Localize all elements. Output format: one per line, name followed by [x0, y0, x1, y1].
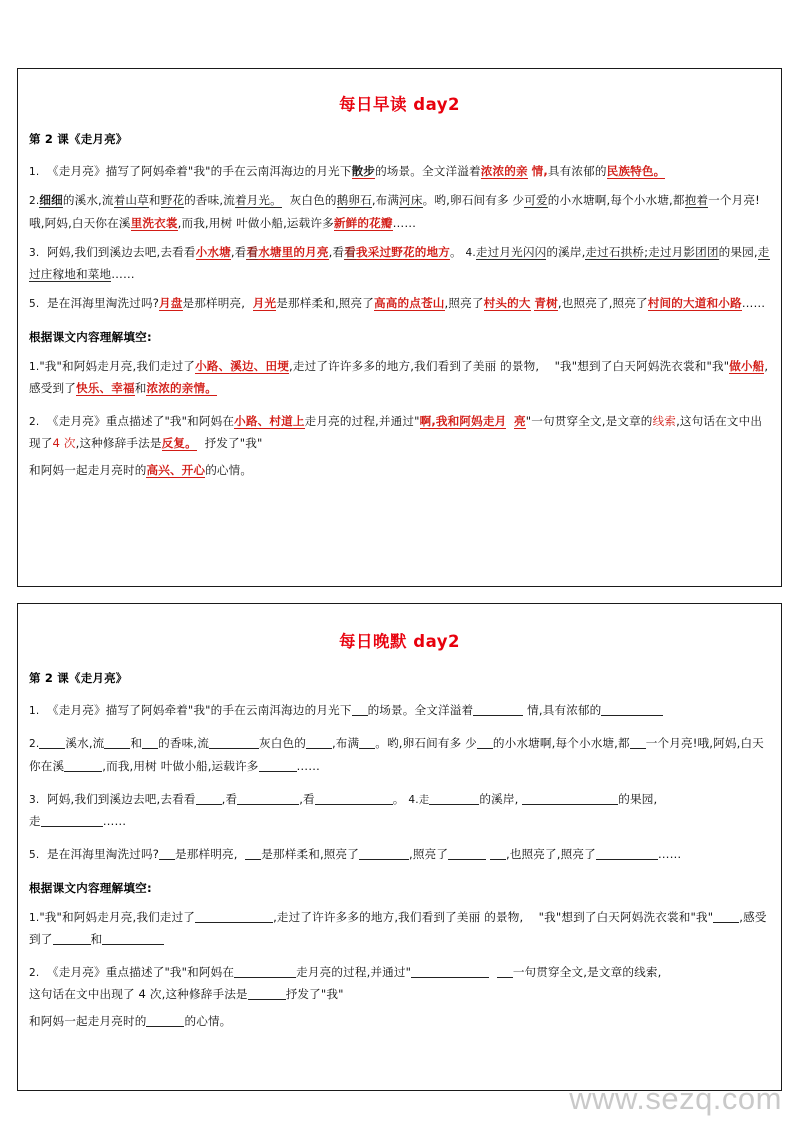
morning-question-5: [29, 292, 770, 314]
morning-q4-number: 4.: [465, 246, 476, 259]
morning-fill2-number: 2.: [29, 416, 40, 428]
morning-fill1-text-4: ,感受到了: [29, 358, 769, 395]
morning-q2-answer-5: 鹅卵石: [336, 193, 372, 208]
morning-reading-panel: [17, 68, 782, 587]
evening-question-5: [29, 843, 770, 865]
morning-q3-answer-4: 看: [344, 244, 356, 259]
morning-q2-text-6: 。哟,卵石间有多 少: [422, 193, 525, 208]
evening-fill-question-1: [29, 906, 770, 951]
evening-q2-text-9: ,而我,用树 叶做小船,运载许多: [102, 758, 259, 773]
morning-q1-text-1: 《走月亮》描写了阿妈牵着"我"的手在云南洱海边的月光下: [47, 164, 352, 178]
evening-fill2-blank-3[interactable]: [497, 965, 513, 978]
evening-fill2-text-3: 一句贯穿全文,是文章的线索,: [512, 965, 662, 979]
evening-q5-blank-5[interactable]: [490, 847, 506, 860]
morning-q2-answer-8: 抱着: [684, 193, 709, 208]
evening-q1-blank-1[interactable]: [352, 703, 368, 716]
morning-q1-answer-1: 散步: [351, 164, 376, 178]
morning-q3-answer-8: 走过庄稼地和菜地: [29, 244, 770, 281]
evening-fill2-text-4: 这句话在文中出现了 4 次,这种修辞手法是: [29, 987, 248, 1002]
morning-fill2-answer-6: 反复。: [161, 436, 197, 451]
morning-q5-text-1: 是在洱海里淘洗过吗?: [47, 296, 159, 311]
evening-q2-blank-7[interactable]: [477, 736, 493, 749]
evening-fill2-blank-1[interactable]: [234, 965, 296, 978]
morning-q5-text-2: 是那样明亮,: [182, 296, 246, 311]
morning-q3-text-2: ,看: [230, 244, 247, 259]
evening-q5-blank-4[interactable]: [448, 847, 486, 860]
evening-fill2-text-1: 《走月亮》重点描述了"我"和阿妈在: [47, 965, 235, 979]
evening-q3-text-8: ……: [102, 814, 127, 828]
morning-q3-text-5: 的溪岸,: [546, 244, 586, 259]
evening-q1-blank-3[interactable]: [601, 703, 663, 716]
evening-q1-text-4: 具有浓郁的: [542, 703, 602, 717]
morning-q3-text-4: 。: [449, 244, 462, 259]
evening-q5-blank-2[interactable]: [245, 847, 261, 860]
evening-q5-text-3: 是那样柔和,照亮了: [261, 847, 360, 862]
morning-q1-text-3: 具有浓郁的: [547, 164, 607, 178]
morning-fill2-text-7: 和阿妈一起走月亮时的: [29, 462, 147, 477]
morning-fill1-answer-2: 做小船: [729, 358, 765, 373]
morning-q5-answer-5: 青树: [534, 296, 558, 311]
morning-q1-number: 1.: [29, 166, 40, 178]
morning-q2-answer-4: 着月光。: [234, 193, 282, 208]
evening-q1-number: 1.: [29, 705, 40, 717]
evening-fill2-text-5: 抒发了"我": [285, 987, 344, 1002]
morning-fill1-answer-4: 浓浓的亲情。: [146, 380, 217, 395]
evening-fill1-blank-1[interactable]: [195, 910, 273, 923]
morning-fill-in-heading: 根据课文内容理解填空:: [29, 329, 152, 344]
evening-q5-blank-3[interactable]: [359, 847, 409, 860]
evening-fill1-text-1: "我"和阿妈走月亮,我们走过了: [39, 909, 196, 924]
evening-q2-text-2: 和: [130, 736, 143, 751]
morning-q5-number: 5.: [29, 298, 40, 311]
evening-q2-number: 2.: [29, 738, 40, 751]
morning-question-2: [29, 189, 770, 234]
evening-q2-blank-2[interactable]: [104, 736, 130, 749]
evening-fill2-number: 2.: [29, 967, 40, 979]
morning-q2-number: 2.: [29, 195, 40, 208]
evening-q2-blank-9[interactable]: [64, 759, 102, 772]
morning-fill1-text-1: "我"和阿妈走月亮,我们走过了: [39, 358, 196, 373]
evening-fill2-blank-4[interactable]: [248, 987, 286, 1000]
morning-q2-answer-1: 细细: [39, 193, 63, 208]
evening-fill-question-2: [29, 961, 770, 1006]
evening-q2-text-3: 的香味,流: [158, 736, 209, 751]
evening-q2-text-6: 。哟,卵石间有多 少: [375, 736, 477, 751]
morning-q3-text-7: ……: [111, 267, 135, 281]
morning-q5-text-3: 是那样柔和,照亮了: [276, 296, 375, 311]
morning-q3-answer-3: 水塘里的月亮: [258, 244, 329, 259]
evening-q3-blank-5[interactable]: [522, 792, 618, 805]
morning-q3-text-1: 阿妈,我们到溪边去吧,去看看: [47, 244, 196, 259]
evening-dictation-panel: [17, 603, 782, 1091]
evening-fill1-blank-4[interactable]: [102, 932, 164, 945]
morning-q3-answer-1: 小水塘: [195, 244, 231, 259]
evening-fill-question-2-cont: [29, 1010, 770, 1032]
morning-q2-text-10: ……: [392, 215, 417, 230]
morning-q3-answer-6: 走过月光闪闪: [475, 244, 547, 259]
morning-fill1-text-5: 和: [134, 380, 147, 395]
morning-fill2-answer-2: 啊,我和阿妈走月: [419, 414, 507, 428]
evening-fill1-text-5: 和: [90, 931, 103, 946]
morning-fill1-number: 1.: [29, 360, 40, 373]
morning-fill2-answer-1: 小路、村道上: [234, 414, 305, 428]
evening-q3-blank-2[interactable]: [237, 792, 299, 805]
morning-fill2-answer-5: 4 次: [52, 436, 76, 451]
evening-fill2-text-6: 和阿妈一起走月亮时的: [29, 1013, 147, 1028]
morning-q1-answer-2: 浓浓的亲: [480, 164, 528, 178]
evening-q3-blank-4[interactable]: [429, 792, 479, 805]
evening-fill2-text-7: 的心情。: [184, 1013, 232, 1028]
evening-q3-blank-3[interactable]: [315, 792, 393, 805]
evening-q1-blank-2[interactable]: [473, 703, 523, 716]
morning-q3-answer-2: 看: [246, 244, 259, 259]
evening-q2-blank-3[interactable]: [142, 736, 158, 749]
morning-fill-question-2: [29, 410, 770, 455]
morning-q3-text-3: ,看: [328, 244, 345, 259]
evening-q3-text-1: 阿妈,我们到溪边去吧,去看看: [47, 791, 196, 806]
morning-q2-answer-2: 着山草: [113, 193, 149, 208]
evening-q2-blank-1[interactable]: [39, 736, 65, 749]
morning-fill2-text-5: ,这种修辞手法是: [75, 436, 162, 451]
evening-q2-blank-5[interactable]: [306, 736, 332, 749]
evening-q2-text-7: 的小水塘啊,每个小水塘,都: [492, 736, 630, 751]
evening-q1-text-3: 情,: [527, 703, 543, 717]
morning-q3-answer-7: 走过石拱桥;走过月影团团: [585, 244, 719, 259]
evening-q2-text-8: 一个月亮!哦,阿妈,白天你在溪: [29, 736, 764, 773]
morning-question-1: [29, 160, 770, 182]
morning-q2-text-4: 灰白色的: [289, 193, 337, 208]
morning-fill1-answer-1: 小路、溪边、田埂: [195, 358, 290, 373]
morning-fill1-text-2: ,走过了许许多多的地方,我们看到了美丽 的景物,: [289, 358, 540, 373]
evening-q5-number: 5.: [29, 849, 40, 862]
morning-fill-question-1: [29, 355, 770, 400]
morning-q3-text-6: 的果园,: [718, 244, 758, 259]
morning-q2-text-9: ,而我,用树 叶做小船,运载许多: [177, 215, 334, 230]
morning-section-title: 每日早读 day2: [339, 95, 460, 114]
evening-q5-blank-6[interactable]: [596, 847, 658, 860]
morning-q2-answer-7: 可爱: [524, 193, 548, 208]
morning-fill2-text-2: 走月亮的过程,并通过": [304, 414, 420, 428]
morning-question-3: [29, 241, 770, 286]
evening-fill1-text-2: ,走过了许许多多的地方,我们看到了美丽 的景物,: [273, 909, 524, 924]
evening-q3-text-2: ,看: [221, 791, 238, 806]
morning-lesson-heading: 第 2 课《走月亮》: [29, 132, 128, 146]
morning-q5-answer-2: 月光: [252, 296, 277, 311]
morning-q1-text-2: 的场景。全文洋溢着: [375, 164, 481, 178]
morning-fill2-text-8: 的心情。: [205, 462, 253, 477]
morning-fill2-answer-7: 高兴、开心: [146, 462, 206, 477]
evening-fill1-text-4: ,感受到了: [29, 909, 767, 946]
morning-q2-text-1: 的溪水,流: [62, 193, 114, 208]
evening-q3-text-6: 的果园,: [618, 791, 658, 806]
evening-q5-text-6: ……: [657, 847, 682, 862]
evening-fill1-number: 1.: [29, 911, 40, 924]
evening-lesson-heading: 第 2 课《走月亮》: [29, 671, 128, 685]
morning-q2-answer-9: 里洗衣裳: [130, 215, 178, 230]
morning-q3-number: 3.: [29, 246, 40, 259]
morning-fill2-text-3: "一句贯穿全文,是文章的: [525, 414, 653, 428]
evening-q5-blank-1[interactable]: [159, 847, 175, 860]
morning-q1-answer-4: 民族特色。: [606, 164, 666, 178]
evening-q2-text-4: 灰白色的: [258, 736, 306, 751]
evening-question-3: [29, 788, 770, 833]
evening-q3-text-5: 的溪岸,: [479, 791, 519, 806]
site-watermark: www.sezq.com: [569, 1081, 782, 1116]
evening-q1-text-2: 的场景。全文洋溢着: [367, 703, 474, 717]
evening-q3-number: 3.: [29, 793, 40, 806]
morning-q5-answer-3: 高高的点苍山: [374, 296, 445, 311]
morning-q5-text-6: ……: [741, 296, 766, 311]
morning-fill2-text-6: 抒发了"我": [204, 436, 263, 451]
evening-q5-text-2: 是那样明亮,: [175, 847, 238, 862]
evening-q5-text-4: ,照亮了: [409, 847, 449, 862]
evening-q3-blank-6[interactable]: [41, 814, 103, 827]
morning-fill2-text-1: 《走月亮》重点描述了"我"和阿妈在: [47, 414, 235, 428]
morning-q5-answer-4: 村头的大: [483, 296, 531, 311]
morning-fill2-answer-4: 线索: [652, 414, 677, 428]
morning-q2-answer-3: 野花: [160, 193, 185, 208]
morning-q5-text-5: ,也照亮了,照亮了: [557, 296, 648, 311]
evening-q5-text-1: 是在洱海里淘洗过吗?: [47, 847, 159, 862]
morning-q2-text-3: 的香味,流: [184, 193, 235, 208]
evening-q3-text-3: ,看: [299, 791, 315, 806]
evening-q3-text-7: 走: [29, 814, 41, 828]
morning-q3-answer-5: 我采过野花的地方: [356, 244, 450, 259]
morning-fill2-answer-3: 亮: [514, 414, 526, 428]
evening-fill-in-heading: 根据课文内容理解填空:: [29, 880, 152, 895]
evening-fill1-blank-3[interactable]: [53, 932, 91, 945]
evening-fill1-text-3: "我"想到了白天阿妈洗衣裳和"我": [538, 909, 714, 924]
evening-q1-text-1: 《走月亮》描写了阿妈牵着"我"的手在云南洱海边的月光下: [47, 703, 352, 717]
morning-q2-answer-6: 河床: [399, 193, 423, 208]
evening-fill1-blank-2[interactable]: [713, 910, 739, 923]
morning-q2-text-5: ,布满: [371, 193, 400, 208]
evening-q2-blank-6[interactable]: [359, 736, 375, 749]
morning-q5-answer-1: 月盘: [159, 296, 183, 311]
morning-fill-question-2-cont: [29, 459, 770, 481]
morning-q1-answer-3: 情,: [531, 164, 548, 178]
morning-q5-answer-6: 村间的大道和小路: [647, 296, 742, 311]
morning-fill2-text-4: ,这句话在文中出现了: [29, 414, 763, 451]
evening-question-1: [29, 699, 770, 721]
evening-q3-blank-1[interactable]: [196, 792, 222, 805]
morning-fill1-answer-3: 快乐、幸福: [75, 380, 135, 395]
morning-q2-text-8: 一个月亮!哦,阿妈,白天你在溪: [29, 193, 760, 230]
morning-q5-text-4: ,照亮了: [444, 296, 484, 311]
morning-q2-text-7: 的小水塘啊,每个小水塘,都: [547, 193, 685, 208]
evening-section-title: 每日晚默 day2: [339, 632, 460, 651]
morning-q2-answer-10: 新鲜的花瓣: [333, 215, 393, 230]
evening-q2-blank-4[interactable]: [209, 736, 259, 749]
evening-fill2-blank-2[interactable]: [411, 965, 489, 978]
morning-q2-text-2: 和: [148, 193, 161, 208]
evening-q4-number: 4.走: [408, 793, 430, 806]
evening-q2-text-5: ,布满: [331, 736, 360, 751]
evening-q2-blank-10[interactable]: [259, 759, 297, 772]
evening-q5-text-5: ,也照亮了,照亮了: [505, 847, 596, 862]
evening-question-2: [29, 732, 770, 777]
evening-q2-blank-8[interactable]: [630, 736, 646, 749]
evening-q2-text-10: ……: [296, 758, 321, 773]
evening-fill2-blank-5[interactable]: [146, 1014, 184, 1027]
evening-q2-text-1: 溪水,流: [65, 736, 105, 751]
morning-fill1-text-3: "我"想到了白天阿妈洗衣裳和"我": [554, 358, 730, 373]
evening-q3-text-4: 。: [392, 791, 405, 806]
evening-fill2-text-2: 走月亮的过程,并通过": [296, 965, 412, 979]
